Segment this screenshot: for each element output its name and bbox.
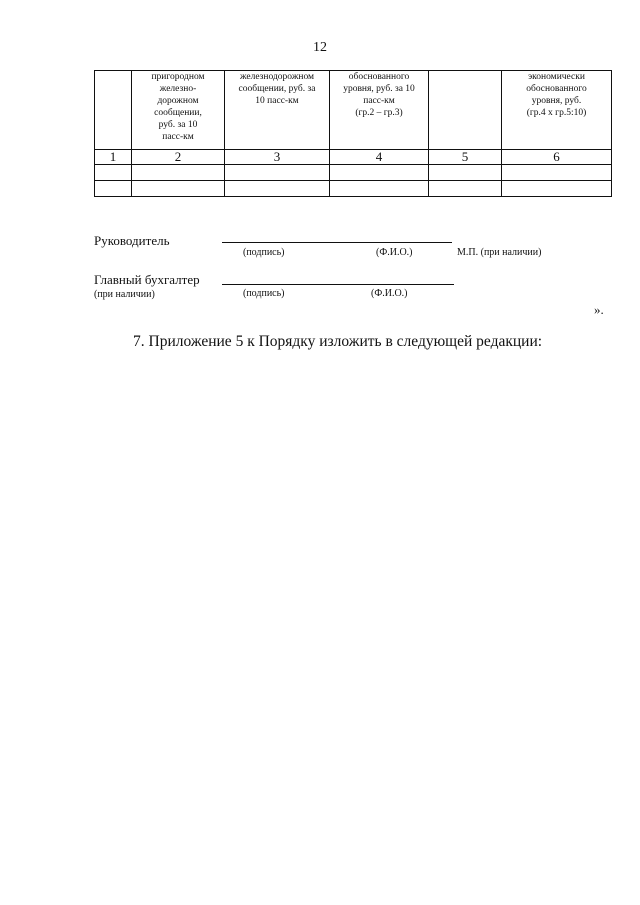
seal-note: М.П. (при наличии) xyxy=(457,247,542,258)
table-row xyxy=(95,165,612,181)
table-cell xyxy=(330,181,429,197)
column-number: 4 xyxy=(330,150,429,165)
table-cell xyxy=(95,181,132,197)
head-label: Руководитель xyxy=(94,233,170,248)
accountant-signature-line xyxy=(222,284,454,285)
closing-quote: ». xyxy=(594,302,604,317)
table-cell xyxy=(429,181,502,197)
column-number: 5 xyxy=(429,150,502,165)
header-cell-col4: обоснованного уровня, руб. за 10 пасс-км (гр.2 – гр.3) xyxy=(330,71,429,150)
head-signature-hint: (подпись) xyxy=(243,247,285,258)
head-signature-line xyxy=(222,242,452,243)
table-cell xyxy=(429,165,502,181)
header-cell-col5 xyxy=(429,71,502,150)
paragraph-7: 7. Приложение 5 к Порядку изложить в следующей редакции: xyxy=(133,333,543,350)
table-cell xyxy=(330,165,429,181)
table-cell xyxy=(225,165,330,181)
calculation-table xyxy=(94,70,612,197)
column-number: 1 xyxy=(95,150,132,165)
table-cell xyxy=(502,165,612,181)
table-cell xyxy=(502,181,612,197)
accountant-note: (при наличии) xyxy=(94,289,155,300)
table-header-row xyxy=(95,71,612,150)
page-number: 12 xyxy=(313,40,327,55)
accountant-name-hint: (Ф.И.О.) xyxy=(371,288,408,299)
column-number: 3 xyxy=(225,150,330,165)
table-cell xyxy=(132,181,225,197)
header-cell-col1 xyxy=(95,71,132,150)
accountant-label: Главный бухгалтер xyxy=(94,272,200,287)
head-name-hint: (Ф.И.О.) xyxy=(376,247,413,258)
table-cell xyxy=(132,165,225,181)
accountant-signature-hint: (подпись) xyxy=(243,288,285,299)
column-number: 2 xyxy=(132,150,225,165)
table-cell xyxy=(95,165,132,181)
table-row xyxy=(95,181,612,197)
table-cell xyxy=(225,181,330,197)
header-cell-col6: экономически обоснованного уровня, руб. (гр.4 х гр.5:10) xyxy=(502,71,612,150)
header-cell-col3: железнодорожном сообщении, руб. за 10 пасс-км xyxy=(225,71,330,150)
column-number-row xyxy=(95,150,612,165)
header-cell-col2: пригородном железно- дорожном сообщении, руб. за 10 пасс-км xyxy=(132,71,225,150)
column-number: 6 xyxy=(502,150,612,165)
